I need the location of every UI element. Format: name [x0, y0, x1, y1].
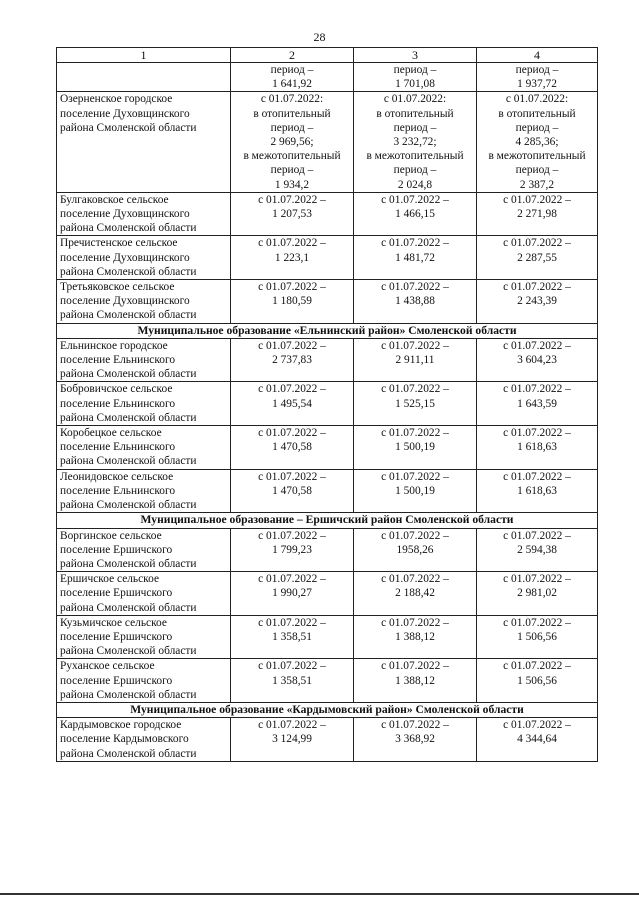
- tariff-cell-col4: [477, 718, 598, 762]
- section-title: Муниципальное образование «Ельнинский район» Смоленской области: [57, 323, 598, 338]
- settlement-name-cell: [57, 338, 231, 382]
- tariff-cell-col3: [354, 469, 477, 513]
- tariff-cell-col3: [354, 659, 477, 703]
- tariff-value-line: с 01.07.2022 –: [258, 383, 326, 396]
- section-row: [57, 513, 598, 528]
- tariff-value-line: с 01.07.2022 –: [503, 281, 571, 294]
- tariff-value-line: в межотопительный: [243, 150, 341, 163]
- tariff-cell-col3: [354, 63, 477, 92]
- settlement-name-line: поселение Ершичского: [60, 674, 173, 687]
- tariff-value-line: с 01.07.2022:: [260, 93, 324, 106]
- tariff-value-line: с 01.07.2022 –: [381, 616, 449, 629]
- tariff-cell-col2: [231, 92, 354, 192]
- settlement-name-cell: [57, 92, 231, 192]
- tariff-cell-col4: [477, 192, 598, 236]
- settlement-name-line: района Смоленской области: [60, 411, 197, 424]
- settlement-name-line: поселение Кардымовского: [60, 733, 189, 746]
- table-row: [57, 469, 598, 513]
- tariff-cell-col4: [477, 659, 598, 703]
- settlement-name-cell: [57, 382, 231, 426]
- tariff-value-line: с 01.07.2022 –: [503, 237, 571, 250]
- tariff-value-line: 1 934,2: [274, 178, 310, 191]
- tariff-value-line: с 01.07.2022 –: [381, 193, 449, 206]
- tariff-value-line: с 01.07.2022:: [383, 93, 447, 106]
- settlement-name-cell: [57, 280, 231, 324]
- table-row: [57, 528, 598, 572]
- settlement-name-cell: [57, 718, 231, 762]
- section-row: [57, 323, 598, 338]
- tariff-cell-col4: [477, 615, 598, 659]
- tariff-value-line: 1 618,63: [517, 484, 557, 497]
- tariff-cell-col4: [477, 280, 598, 324]
- tariff-value-line: с 01.07.2022 –: [503, 427, 571, 440]
- table-header-row: [57, 48, 598, 63]
- table-row: [57, 280, 598, 324]
- tariff-cell-col4: [477, 236, 598, 280]
- tariff-value-line: 1 438,88: [395, 295, 435, 308]
- tariff-value-line: период –: [270, 64, 314, 76]
- tariff-value-line: с 01.07.2022 –: [381, 427, 449, 440]
- tariff-value-line: в отопительный: [498, 107, 576, 120]
- settlement-name-cell: [57, 528, 231, 572]
- settlement-name-line: Леонидовское сельское: [60, 470, 174, 483]
- tariff-value-line: 2 981,02: [517, 587, 557, 600]
- tariff-value-line: 1 223,1: [274, 251, 310, 264]
- tariff-value-line: 2 287,55: [517, 251, 557, 264]
- tariff-value-line: 1 500,19: [395, 484, 435, 497]
- tariff-value-line: 1 500,19: [395, 441, 435, 454]
- tariff-value-line: с 01.07.2022 –: [503, 660, 571, 673]
- tariff-cell-col2: [231, 382, 354, 426]
- tariff-value-line: 1 481,72: [395, 251, 435, 264]
- settlement-name-line: поселение Ельнинского: [60, 397, 176, 410]
- tariff-value-line: с 01.07.2022 –: [258, 616, 326, 629]
- tariff-value-line: период –: [270, 164, 314, 177]
- tariff-value-line: 1 388,12: [395, 674, 435, 687]
- tariff-cell-col4: [477, 92, 598, 192]
- tariff-value-line: в межотопительный: [366, 150, 464, 163]
- settlement-name-line: Ершичское сельское: [60, 573, 160, 586]
- settlement-name-line: района Смоленской области: [60, 455, 197, 468]
- tariff-value-line: 1 618,63: [517, 441, 557, 454]
- tariff-value-line: 1 506,56: [517, 630, 557, 643]
- tariff-cell-col3: [354, 338, 477, 382]
- settlement-name-line: Озерненское городское: [60, 93, 173, 106]
- settlement-name-line: района Смоленской области: [60, 645, 197, 658]
- tariff-value-line: 1958,26: [396, 543, 434, 556]
- settlement-name-line: поселение Духовщинского: [60, 208, 190, 221]
- tariff-value-line: 1 799,23: [272, 543, 312, 556]
- tariff-cell-col4: [477, 63, 598, 92]
- settlement-name-line: поселение Ершичского: [60, 630, 173, 643]
- settlement-name-line: Воргинское сельское: [60, 529, 162, 542]
- tariff-cell-col2: [231, 572, 354, 616]
- tariff-cell-col2: [231, 528, 354, 572]
- tariff-value-line: 1 643,59: [517, 397, 557, 410]
- tariff-cell-col3: [354, 426, 477, 470]
- tariff-cell-col2: [231, 469, 354, 513]
- tariff-cell-col4: [477, 426, 598, 470]
- settlement-name-line: района Смоленской области: [60, 747, 197, 760]
- tariff-value-line: 2 024,8: [397, 178, 433, 191]
- settlement-name-line: поселение Ершичского: [60, 587, 173, 600]
- tariff-value-line: 1 358,51: [272, 630, 312, 643]
- tariff-value-line: 4 344,64: [517, 733, 557, 746]
- tariff-value-line: 1 937,72: [517, 78, 557, 91]
- tariff-value-line: с 01.07.2022 –: [381, 470, 449, 483]
- settlement-name-line: поселение Духовщинского: [60, 251, 190, 264]
- tariff-cell-col3: [354, 92, 477, 192]
- tariff-value-line: с 01.07.2022 –: [258, 470, 326, 483]
- section-row: [57, 702, 598, 717]
- settlement-name-line: Кардымовское городское: [60, 719, 182, 732]
- tariff-value-line: период –: [393, 64, 437, 76]
- tariff-value-line: с 01.07.2022 –: [258, 193, 326, 206]
- settlement-name-line: Пречистенское сельское: [60, 237, 178, 250]
- tariff-value-line: 1 495,54: [272, 397, 312, 410]
- tariff-value-line: 1 388,12: [395, 630, 435, 643]
- settlement-name-cell: [57, 469, 231, 513]
- tariff-value-line: 3 604,23: [517, 354, 557, 367]
- tariff-cell-col2: [231, 338, 354, 382]
- settlement-name-line: района Смоленской области: [60, 309, 197, 322]
- tariff-value-line: 1 466,15: [395, 208, 435, 221]
- settlement-name-line: Бобровичское сельское: [60, 383, 173, 396]
- tariff-value-line: с 01.07.2022 –: [503, 616, 571, 629]
- tariff-value-line: с 01.07.2022 –: [503, 470, 571, 483]
- table-row: [57, 382, 598, 426]
- tariff-value-line: 1 506,56: [517, 674, 557, 687]
- tariff-value-line: с 01.07.2022 –: [381, 573, 449, 586]
- tariff-value-line: 4 285,36;: [515, 136, 559, 149]
- tariff-value-line: 2 387,2: [519, 178, 555, 191]
- tariff-cell-col3: [354, 280, 477, 324]
- tariff-cell-col2: [231, 659, 354, 703]
- settlement-name-line: Руханское сельское: [60, 660, 155, 673]
- tariff-cell-col4: [477, 469, 598, 513]
- tariff-value-line: с 01.07.2022 –: [381, 383, 449, 396]
- tariff-cell-col3: [354, 192, 477, 236]
- tariff-value-line: 2 969,56;: [270, 136, 314, 149]
- tariff-value-line: 1 641,92: [272, 78, 312, 91]
- tariff-value-line: 2 243,39: [517, 295, 557, 308]
- tariff-value-line: с 01.07.2022 –: [258, 719, 326, 732]
- tariff-cell-col3: [354, 615, 477, 659]
- tariff-value-line: 1 180,59: [272, 295, 312, 308]
- tariff-cell-col2: [231, 426, 354, 470]
- tariff-value-line: 2 594,38: [517, 543, 557, 556]
- tariff-cell-col2: [231, 718, 354, 762]
- settlement-name-cell: [57, 572, 231, 616]
- tariff-cell-col2: [231, 236, 354, 280]
- settlement-name-line: района Смоленской области: [60, 222, 197, 235]
- tariff-value-line: с 01.07.2022 –: [381, 529, 449, 542]
- settlement-name-line: района Смоленской области: [60, 121, 197, 134]
- settlement-name-line: района Смоленской области: [60, 557, 197, 570]
- tariff-value-line: с 01.07.2022 –: [381, 719, 449, 732]
- table-row: [57, 192, 598, 236]
- tariff-value-line: период –: [515, 164, 559, 177]
- tariff-value-line: 3 368,92: [395, 733, 435, 746]
- table-row: [57, 236, 598, 280]
- tariff-value-line: 3 124,99: [272, 733, 312, 746]
- tariff-value-line: с 01.07.2022 –: [503, 719, 571, 732]
- tariff-value-line: с 01.07.2022 –: [503, 529, 571, 542]
- settlement-name-line: района Смоленской области: [60, 265, 197, 278]
- tariff-cell-col2: [231, 192, 354, 236]
- settlement-name-line: поселение Ельнинского: [60, 441, 176, 454]
- settlement-name-line: района Смоленской области: [60, 601, 197, 614]
- table-row: [57, 426, 598, 470]
- tariff-value-line: с 01.07.2022 –: [503, 193, 571, 206]
- tariff-cell-col3: [354, 718, 477, 762]
- tariff-value-line: с 01.07.2022 –: [258, 237, 326, 250]
- tariff-cell-col4: [477, 528, 598, 572]
- tariff-value-line: 2 911,11: [395, 354, 435, 367]
- tariff-cell-col3: [354, 382, 477, 426]
- column-header-3: 3: [354, 48, 477, 63]
- scan-edge-line: [0, 893, 639, 895]
- table-row: [57, 63, 598, 92]
- settlement-name-line: Коробецкое сельское: [60, 427, 162, 440]
- tariff-value-line: в межотопительный: [488, 150, 586, 163]
- table-row: [57, 92, 598, 192]
- tariff-value-line: период –: [270, 121, 314, 134]
- tariff-value-line: с 01.07.2022 –: [258, 573, 326, 586]
- settlement-name-cell: [57, 192, 231, 236]
- tariff-value-line: 2 188,42: [395, 587, 435, 600]
- settlement-name-line: поселение Духовщинского: [60, 107, 190, 120]
- settlement-name-line: Третьяковское сельское: [60, 281, 175, 294]
- settlement-name-line: района Смоленской области: [60, 368, 197, 381]
- column-header-4: 4: [477, 48, 598, 63]
- table-row: [57, 615, 598, 659]
- tariff-value-line: 1 701,08: [395, 78, 435, 91]
- table-row: [57, 718, 598, 762]
- tariff-cell-col3: [354, 236, 477, 280]
- section-title: Муниципальное образование – Ершичский район Смоленской области: [57, 513, 598, 528]
- tariff-value-line: в отопительный: [376, 107, 454, 120]
- tariff-value-line: с 01.07.2022 –: [381, 660, 449, 673]
- column-header-2: 2: [231, 48, 354, 63]
- table-row: [57, 659, 598, 703]
- tariff-value-line: 1 470,58: [272, 441, 312, 454]
- tariff-value-line: с 01.07.2022 –: [503, 573, 571, 586]
- settlement-name-line: района Смоленской области: [60, 688, 197, 701]
- table-row: [57, 572, 598, 616]
- tariff-value-line: 2 737,83: [272, 354, 312, 367]
- tariff-table: [56, 47, 598, 762]
- settlement-name-line: Кузьмичское сельское: [60, 616, 167, 629]
- tariff-value-line: с 01.07.2022 –: [258, 660, 326, 673]
- tariff-value-line: период –: [515, 64, 559, 76]
- tariff-value-line: с 01.07.2022:: [505, 93, 569, 106]
- tariff-value-line: с 01.07.2022 –: [503, 339, 571, 352]
- tariff-value-line: 1 207,53: [272, 208, 312, 221]
- tariff-cell-col2: [231, 615, 354, 659]
- settlement-name-line: района Смоленской области: [60, 499, 197, 512]
- table-row: [57, 338, 598, 382]
- tariff-value-line: период –: [515, 121, 559, 134]
- tariff-value-line: 1 525,15: [395, 397, 435, 410]
- tariff-value-line: с 01.07.2022 –: [381, 339, 449, 352]
- tariff-value-line: с 01.07.2022 –: [503, 383, 571, 396]
- tariff-value-line: с 01.07.2022 –: [258, 339, 326, 352]
- tariff-value-line: с 01.07.2022 –: [258, 529, 326, 542]
- tariff-value-line: с 01.07.2022 –: [258, 427, 326, 440]
- tariff-cell-col4: [477, 382, 598, 426]
- tariff-value-line: 1 358,51: [272, 674, 312, 687]
- tariff-cell-col3: [354, 572, 477, 616]
- tariff-value-line: в отопительный: [253, 107, 331, 120]
- tariff-cell-col2: [231, 63, 354, 92]
- settlement-name-cell: [57, 426, 231, 470]
- page-number: 28: [313, 30, 326, 44]
- tariff-value-line: период –: [393, 121, 437, 134]
- tariff-value-line: 3 232,72;: [393, 136, 437, 149]
- tariff-cell-col3: [354, 528, 477, 572]
- settlement-name-line: Ельнинское городское: [60, 339, 168, 352]
- settlement-name-line: поселение Духовщинского: [60, 295, 190, 308]
- tariff-value-line: 1 470,58: [272, 484, 312, 497]
- settlement-name-line: поселение Ершичского: [60, 543, 173, 556]
- tariff-value-line: с 01.07.2022 –: [258, 281, 326, 294]
- settlement-name-cell: [57, 236, 231, 280]
- column-header-1: 1: [57, 48, 231, 63]
- tariff-value-line: 1 990,27: [272, 587, 312, 600]
- settlement-name-line: поселение Ельнинского: [60, 354, 176, 367]
- settlement-name-cell: [57, 659, 231, 703]
- tariff-value-line: 2 271,98: [517, 208, 557, 221]
- settlement-name-line: Булгаковское сельское: [60, 193, 169, 206]
- tariff-value-line: период –: [393, 164, 437, 177]
- tariff-cell-col4: [477, 338, 598, 382]
- tariff-cell-col4: [477, 572, 598, 616]
- section-title: Муниципальное образование «Кардымовский район» Смоленской области: [57, 702, 598, 717]
- tariff-value-line: с 01.07.2022 –: [381, 281, 449, 294]
- settlement-name-line: поселение Ельнинского: [60, 484, 176, 497]
- settlement-name-cell: [57, 615, 231, 659]
- settlement-name-cell: [57, 63, 231, 92]
- tariff-value-line: с 01.07.2022 –: [381, 237, 449, 250]
- tariff-cell-col2: [231, 280, 354, 324]
